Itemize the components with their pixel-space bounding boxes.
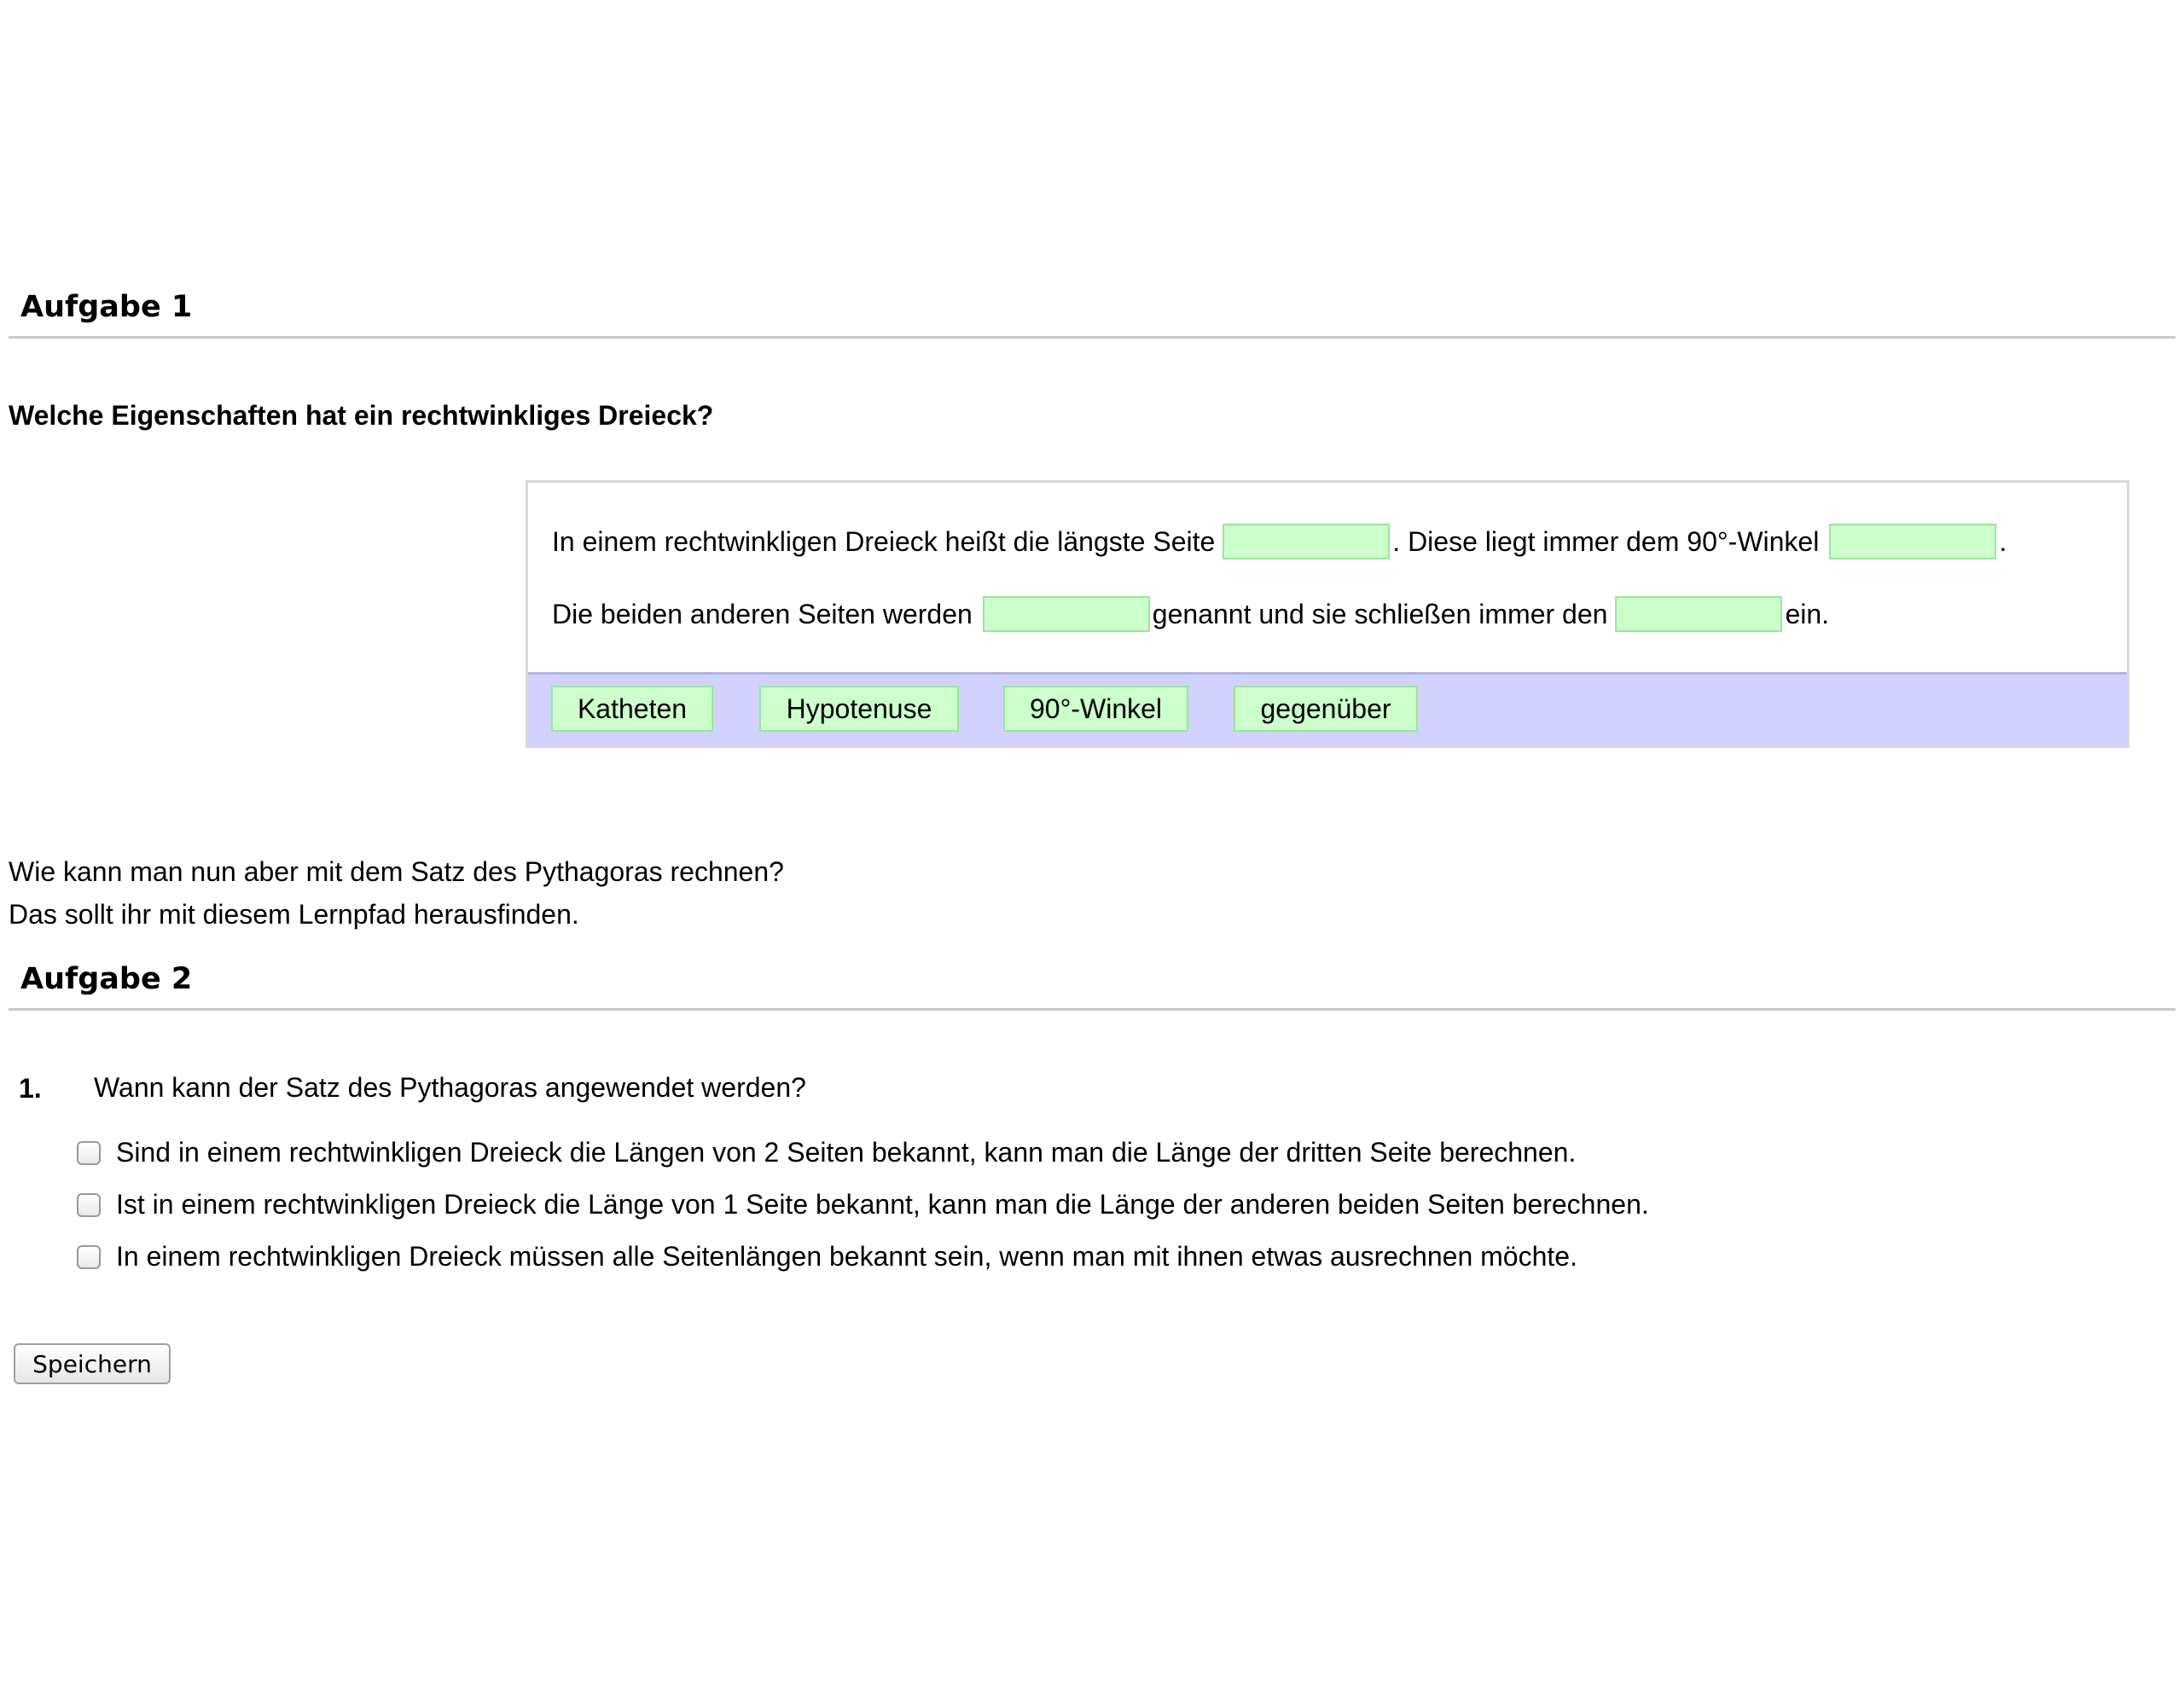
intro-line-2: Das sollt ihr mit diesem Lernpfad herausfinden. [9,899,579,930]
question-number: 1. [19,1073,42,1104]
word-chip-katheten[interactable]: Katheten [551,686,713,732]
task1-divider [9,336,2175,339]
cloze-line-2 [552,596,1829,632]
answer-option-1[interactable] [77,1137,1576,1168]
word-bank [528,672,2127,745]
cloze-text-segment: In einem rechtwinkligen Dreieck heißt die längste Seite [552,525,1216,557]
cloze-text-segment: . [1999,525,2007,557]
answer-option-2[interactable] [77,1189,1649,1220]
answer-option-label: Sind in einem rechtwinkligen Dreieck die Längen von 2 Seiten bekannt, kann man die Länge der dritten Seite berechnen. [116,1137,1577,1168]
drop-gap-1[interactable] [1223,524,1390,559]
task2-question: Wann kann der Satz des Pythagoras angewendet werden? [94,1072,806,1103]
word-chip-gegenueber[interactable]: gegenüber [1234,686,1418,732]
cloze-text-segment: ein. [1785,598,1830,629]
task2-heading: Aufgabe 2 [20,962,193,996]
task1-question: Welche Eigenschaften hat ein rechtwinkliges Dreieck? [9,400,714,431]
cloze-text-segment: . Diese liegt immer dem 90°-Winkel [1392,525,1820,557]
drop-gap-4[interactable] [1615,596,1782,632]
task2-divider [9,1008,2175,1011]
cloze-line-1 [552,524,2007,559]
cloze-text [528,483,2127,675]
word-chip-90-winkel[interactable]: 90°-Winkel [1003,686,1188,732]
answer-option-label: In einem rechtwinkligen Dreieck müssen alle Seitenlängen bekannt sein, wenn man mit ihnen etwas ausrechnen möchte. [116,1241,1577,1272]
save-button[interactable]: Speichern [14,1343,171,1384]
task1-heading: Aufgabe 1 [20,290,193,324]
answer-option-3[interactable] [77,1241,1577,1272]
intro-line-1: Wie kann man nun aber mit dem Satz des Pythagoras rechnen? [9,856,784,887]
cloze-text-segment: genannt und sie schließen immer den [1152,598,1608,629]
drop-gap-3[interactable] [983,596,1150,632]
checkbox[interactable] [77,1193,101,1217]
word-chip-hypotenuse[interactable]: Hypotenuse [759,686,959,732]
cloze-text-segment: Die beiden anderen Seiten werden [552,598,973,629]
cloze-exercise [526,480,2129,748]
answer-option-label: Ist in einem rechtwinkligen Dreieck die Länge von 1 Seite bekannt, kann man die Länge der anderen beiden Seiten berechnen. [116,1189,1649,1220]
drop-gap-2[interactable] [1829,524,1996,559]
checkbox[interactable] [77,1245,101,1269]
checkbox[interactable] [77,1141,101,1165]
